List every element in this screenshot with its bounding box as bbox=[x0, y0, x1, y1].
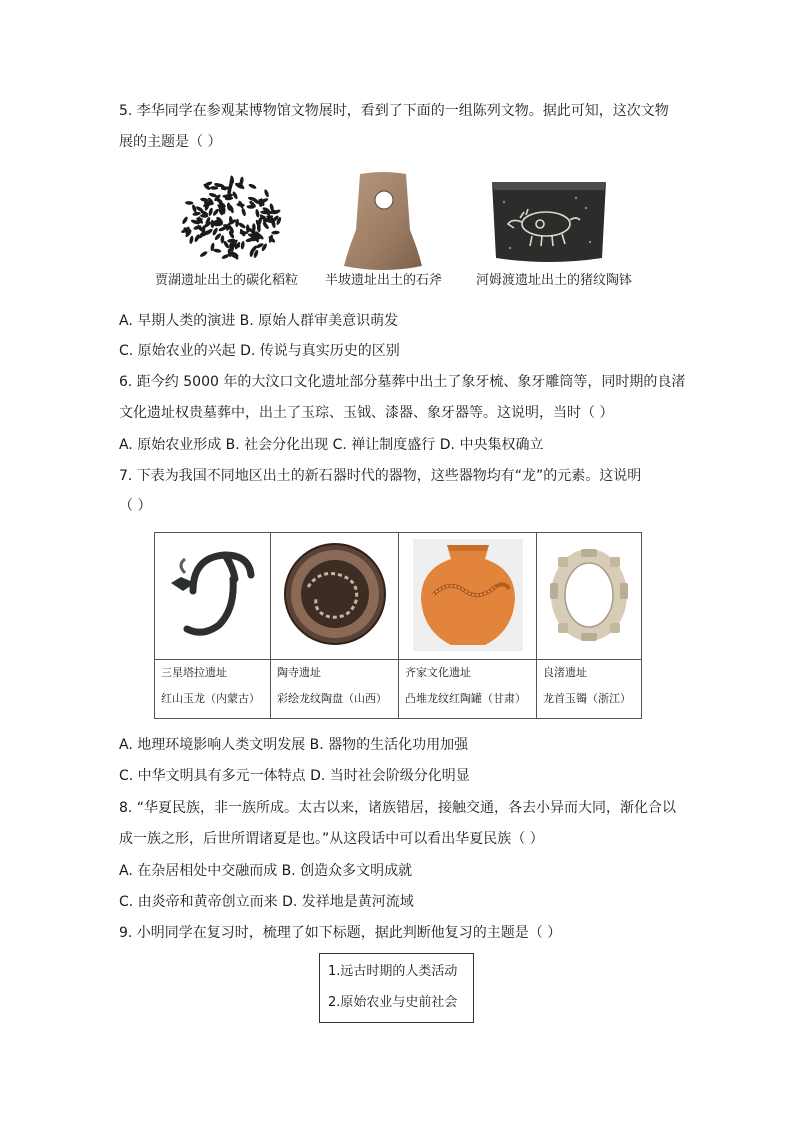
artifact-text-3 bbox=[537, 660, 642, 719]
artifact-site: 良渚遗址 bbox=[543, 666, 587, 679]
q5-stem-line2: 展的主题是（ ） bbox=[119, 134, 222, 150]
artifact-item: 龙首玉镯（浙江） bbox=[543, 692, 631, 705]
q8-stem-line2: 成一族之形，后世所谓诸夏是也。”从这段话中可以看出华夏民族（ ） bbox=[119, 831, 544, 847]
artifact-image-row bbox=[155, 533, 642, 660]
artifact-item: 凸堆龙纹红陶罐（甘肃） bbox=[405, 692, 526, 705]
q7-options-line1: A. 地理环境影响人类文明发展 B. 器物的生活化功用加强 bbox=[119, 737, 469, 753]
artifact-cell-jade-dragon bbox=[155, 533, 271, 660]
red-pottery-jar-image bbox=[413, 539, 523, 651]
artifact-text-1 bbox=[271, 660, 399, 719]
q5-options-line1: A. 早期人类的演进 B. 原始人群审美意识萌发 bbox=[119, 313, 399, 329]
artifact-text-row bbox=[155, 660, 642, 719]
q9-topic-2: 2.原始农业与史前社会 bbox=[328, 995, 458, 1010]
q6-options: A. 原始农业形成 B. 社会分化出现 C. 禅让制度盛行 D. 中央集权确立 bbox=[119, 437, 544, 453]
stone-axe-image bbox=[340, 170, 426, 272]
artifact-item: 彩绘龙纹陶盘（山西） bbox=[277, 692, 387, 705]
q5-options-line2: C. 原始农业的兴起 D. 传说与真实历史的区别 bbox=[119, 343, 400, 359]
q5-caption-rice: 贾湖遗址出土的碳化稻粒 bbox=[155, 273, 299, 288]
artifact-site: 三星塔拉遗址 bbox=[161, 666, 227, 679]
q5-caption-axe: 半坡遗址出土的石斧 bbox=[325, 273, 443, 288]
carbonized-rice-image bbox=[178, 174, 284, 266]
q8-options-line2: C. 由炎帝和黄帝创立而来 D. 发祥地是黄河流域 bbox=[119, 894, 414, 910]
q8-options-line1: A. 在杂居相处中交融而成 B. 创造众多文明成就 bbox=[119, 863, 413, 879]
q9-topic-box bbox=[319, 953, 474, 1023]
artifact-text-0 bbox=[155, 660, 271, 719]
artifact-site: 陶寺遗址 bbox=[277, 666, 321, 679]
artifact-table bbox=[154, 532, 642, 719]
artifact-cell-dragon-plate bbox=[271, 533, 399, 660]
dragon-plate-image bbox=[280, 539, 390, 649]
q6-stem-line1: 6. 距今约 5000 年的大汶口文化遗址部分墓葬中出土了象牙梳、象牙雕筒等，同时期的良渚 bbox=[119, 374, 686, 390]
q9-stem: 9. 小明同学在复习时，梳理了如下标题，据此判断他复习的主题是（ ） bbox=[119, 925, 562, 941]
q9-topic-1: 1.远古时期的人类活动 bbox=[328, 964, 458, 979]
q5-stem-line1: 5. 李华同学在参观某博物馆文物展时，看到了下面的一组陈列文物。据此可知，这次文物 bbox=[119, 103, 669, 119]
artifact-cell-jade-bracelet bbox=[537, 533, 642, 660]
q6-stem-line2: 文化遗址权贵墓葬中，出土了玉琮、玉钺、漆器、象牙器等。这说明，当时（ ） bbox=[119, 405, 614, 421]
artifact-site: 齐家文化遗址 bbox=[405, 666, 471, 679]
q7-stem-line1: 7. 下表为我国不同地区出土的新石器时代的器物，这些器物均有“龙”的元素。这说明 bbox=[119, 468, 642, 484]
q8-stem-line1: 8. “华夏民族，非一族所成。太古以来，诸族错居，接触交通，各去小异而大同，渐化合以 bbox=[119, 800, 677, 816]
q7-options-line2: C. 中华文明具有多元一体特点 D. 当时社会阶级分化明显 bbox=[119, 768, 470, 784]
artifact-cell-red-jar bbox=[399, 533, 537, 660]
jade-bracelet-image bbox=[544, 539, 634, 649]
artifact-text-2 bbox=[399, 660, 537, 719]
pig-pottery-bowl-image bbox=[490, 178, 608, 266]
artifact-item: 红山玉龙（内蒙古） bbox=[161, 692, 260, 705]
q5-caption-bowl: 河姆渡遗址出土的猪纹陶钵 bbox=[476, 273, 633, 288]
jade-dragon-image bbox=[163, 539, 263, 649]
q7-stem-line2: （ ） bbox=[119, 498, 152, 514]
